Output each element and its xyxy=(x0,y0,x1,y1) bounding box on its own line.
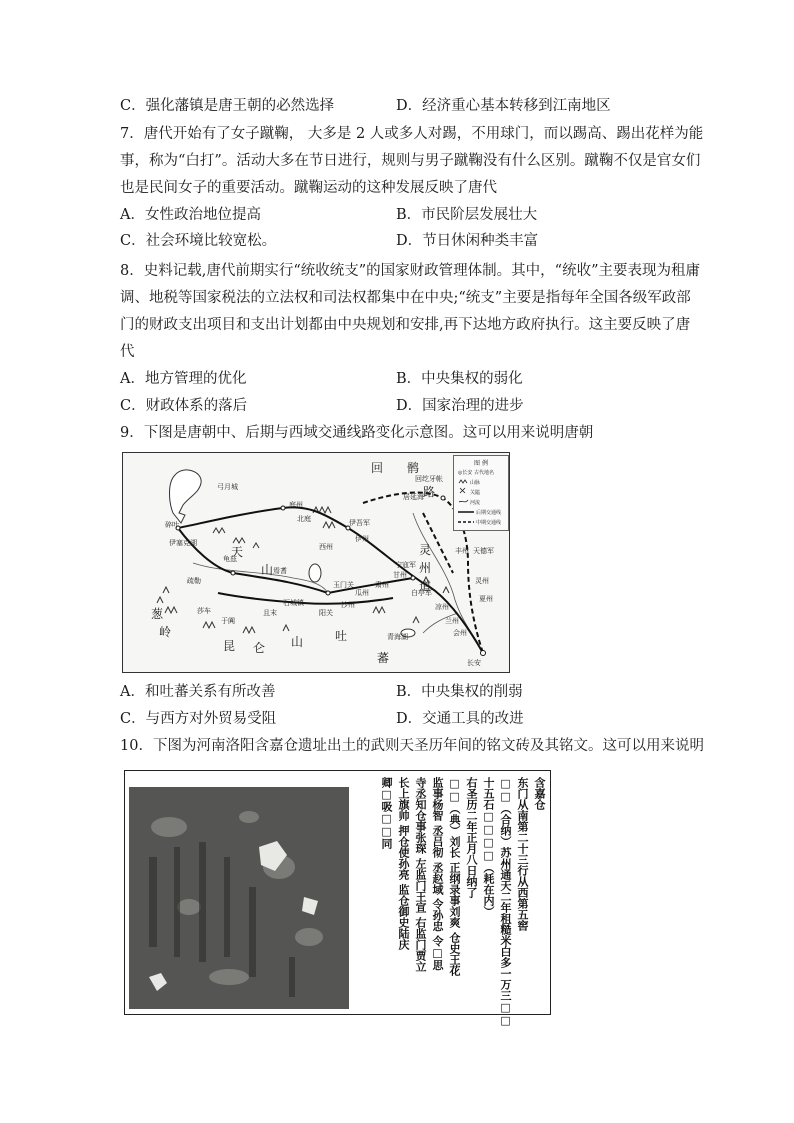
legend-item-middle-route: 中期交通线 xyxy=(476,520,502,526)
map-place-label: 北庭 xyxy=(297,515,311,523)
brick-photo xyxy=(129,787,349,1009)
q8-stem-line-4: 代 xyxy=(120,344,135,360)
legend-symbols xyxy=(454,456,508,530)
map-region-label: 葱 xyxy=(151,607,164,621)
q7-option-a[interactable]: A．女性政治地位提高 xyxy=(120,207,261,223)
map-place-label: 玉门关 xyxy=(333,581,354,589)
map-region-label: 吐 xyxy=(335,629,348,643)
map-place-label: 莎车 xyxy=(197,607,211,615)
map-region-label: 岭 xyxy=(159,625,172,639)
map-region-label: 道 xyxy=(419,579,432,593)
inscription-column: □□（典）刘长 正纲录事刘爽 仓史王花 xyxy=(448,777,461,976)
map-place-label: 居延海 xyxy=(403,493,424,501)
legend-item-river: 河流 xyxy=(470,500,481,506)
map-place-label: 会州 xyxy=(453,629,467,637)
q7-stem-line-3: 也是民间女子的重要活动。蹴鞠运动的这种发展反映了唐代 xyxy=(120,180,497,196)
map-legend xyxy=(453,455,509,531)
q9-option-c[interactable]: C．与西方对外贸易受阻 xyxy=(120,711,277,727)
q9-stem: 9．下图是唐朝中、后期与西域交通线路变化示意图。这可以用来说明唐朝 xyxy=(120,425,594,441)
map-place-label: 甘州 xyxy=(393,571,407,579)
map-place-label: 疏勒 xyxy=(187,577,201,585)
map-place-label: 伊塞克湖 xyxy=(169,539,197,547)
map-place-label: 灵州 xyxy=(475,577,489,585)
legend-item-city: ◎长安 古代地名 xyxy=(458,470,494,476)
inscription-column: 卿□吸□□同 xyxy=(380,777,393,849)
map-place-label: 青海湖 xyxy=(387,633,408,641)
map-region-label: 灵 xyxy=(419,543,432,557)
map-place-label: 且末 xyxy=(263,609,277,617)
q7-option-d[interactable]: D．节日休闲种类丰富 xyxy=(396,233,539,249)
map-place-label: 回纥牙帐 xyxy=(415,475,443,483)
q9-option-d[interactable]: D．交通工具的改进 xyxy=(396,711,524,727)
legend-item-later-route: 后期交通线 xyxy=(476,510,502,516)
inscription-column: 长上旗帅 押仓使孙亮 监仓御史陆庆 xyxy=(397,777,410,950)
inscription-brick-figure xyxy=(124,770,551,1027)
map-region-label: 鹘 xyxy=(407,461,420,475)
map-place-label: 庭州 xyxy=(289,501,303,509)
legend-item-mountain: 山脉 xyxy=(470,480,481,486)
map-place-label: 石城镇 xyxy=(283,599,304,607)
map-region-label: 路 xyxy=(423,485,436,499)
map-place-label: 丰州 xyxy=(455,547,469,555)
inscription-column: 含嘉仓 xyxy=(533,777,546,810)
map-region-label: 山 xyxy=(291,635,304,649)
inscription-column: 寺丞知仓事张琛 左监门王宣 右监门贾立 xyxy=(414,777,427,972)
brick-texture xyxy=(129,787,349,1009)
q8-option-d[interactable]: D．国家治理的进步 xyxy=(396,398,524,414)
map-place-label: 长安 xyxy=(467,659,481,667)
map-place-label: 焉耆 xyxy=(273,567,287,575)
map-place-label: 伊州 xyxy=(355,535,369,543)
map-region-label: 州 xyxy=(419,561,432,575)
q6-option-c[interactable]: C．强化藩镇是唐王朝的必然选择 xyxy=(120,98,335,114)
map-region-label: 天 xyxy=(231,545,244,559)
map-place-label: 西州 xyxy=(319,543,333,551)
map-region-label: 山 xyxy=(261,563,274,577)
map-place-label: 阳关 xyxy=(319,609,333,617)
map-region-label: 回 xyxy=(371,461,384,475)
q8-stem-line-2: 调、地税等国家税法的立法权和司法权都集中在中央;“统支”主要是指每年全国各级军政部 xyxy=(120,290,691,306)
map-place-label: 白亭军 xyxy=(411,589,432,597)
map-place-label: 伊吾军 xyxy=(349,519,370,527)
map-place-label: 天德军 xyxy=(473,547,494,555)
map-place-label: 肃州 xyxy=(375,581,389,589)
inscription-column: 东门从南第二十三行从西第五窖 xyxy=(516,777,529,931)
inscription-column: 右圣历二年正月八日纳了 xyxy=(465,777,478,898)
map-place-label: 凉州 xyxy=(435,603,449,611)
q7-stem-line-1: 7．唐代开始有了女子蹴鞠， 大多是 2 人或多人对踢，不用球门，而以踢高、踢出花样为能 xyxy=(120,126,704,142)
map-place-label: 宁寇军 xyxy=(395,561,416,569)
inscription-column: 十五石□□□□（耗在内） xyxy=(482,777,495,917)
q7-option-b[interactable]: B．市民阶层发展壮大 xyxy=(396,207,538,223)
q7-option-c[interactable]: C．社会环境比较宽松。 xyxy=(120,233,277,249)
map-place-label: 弓月城 xyxy=(217,483,238,491)
map-drawing xyxy=(123,453,509,672)
q8-option-c[interactable]: C．财政体系的落后 xyxy=(120,398,248,414)
inscription-column: □□（合纳）苏州通天二年租糙米白多一万三□□ xyxy=(499,777,512,1027)
q10-stem: 10．下图为河南洛阳含嘉仓遗址出土的武则天圣历年间的铭文砖及其铭文。这可以用来说明 xyxy=(120,738,704,754)
q8-stem-line-1: 8．史料记载,唐代前期实行“统收统支”的国家财政管理体制。其中，“统收”主要表现为租庸 xyxy=(120,263,700,279)
legend-item-pass: 关隘 xyxy=(470,490,481,496)
q8-stem-line-3: 门的财政支出项目和支出计划都由中央规划和安排,再下达地方政府执行。这主要反映了唐 xyxy=(120,317,691,333)
map-place-label: 龟兹 xyxy=(223,555,237,563)
q6-option-d[interactable]: D．经济重心基本转移到江南地区 xyxy=(396,98,611,114)
silk-road-route-map xyxy=(122,452,510,673)
map-place-label: 碎叶 xyxy=(165,521,179,529)
map-region-label: 昆 xyxy=(223,639,236,653)
inscription-text xyxy=(375,777,546,1027)
map-place-label: 兰州 xyxy=(445,617,459,625)
map-place-label: 夏州 xyxy=(479,595,493,603)
map-legend-title: 图 例 xyxy=(474,460,488,467)
map-place-label: 于阗 xyxy=(221,617,235,625)
q8-option-b[interactable]: B．中央集权的弱化 xyxy=(396,371,523,387)
q7-stem-line-2: 事，称为“白打”。活动大多在节日进行，规则与男子蹴鞠没有什么区别。蹴鞠不仅是官女们 xyxy=(120,153,701,169)
inscription-column: 监事杨智 丞吕彻 丞赵域 令孙忠 令□思 xyxy=(431,777,444,971)
q9-option-a[interactable]: A．和吐蕃关系有所改善 xyxy=(120,684,276,700)
q9-option-b[interactable]: B．中央集权的削弱 xyxy=(396,684,523,700)
q8-option-a[interactable]: A．地方管理的优化 xyxy=(120,371,247,387)
map-region-label: 蕃 xyxy=(377,651,390,665)
map-place-label: 沙州 xyxy=(341,601,355,609)
map-place-label: 瓜州 xyxy=(355,589,369,597)
map-region-label: 仑 xyxy=(253,641,266,655)
